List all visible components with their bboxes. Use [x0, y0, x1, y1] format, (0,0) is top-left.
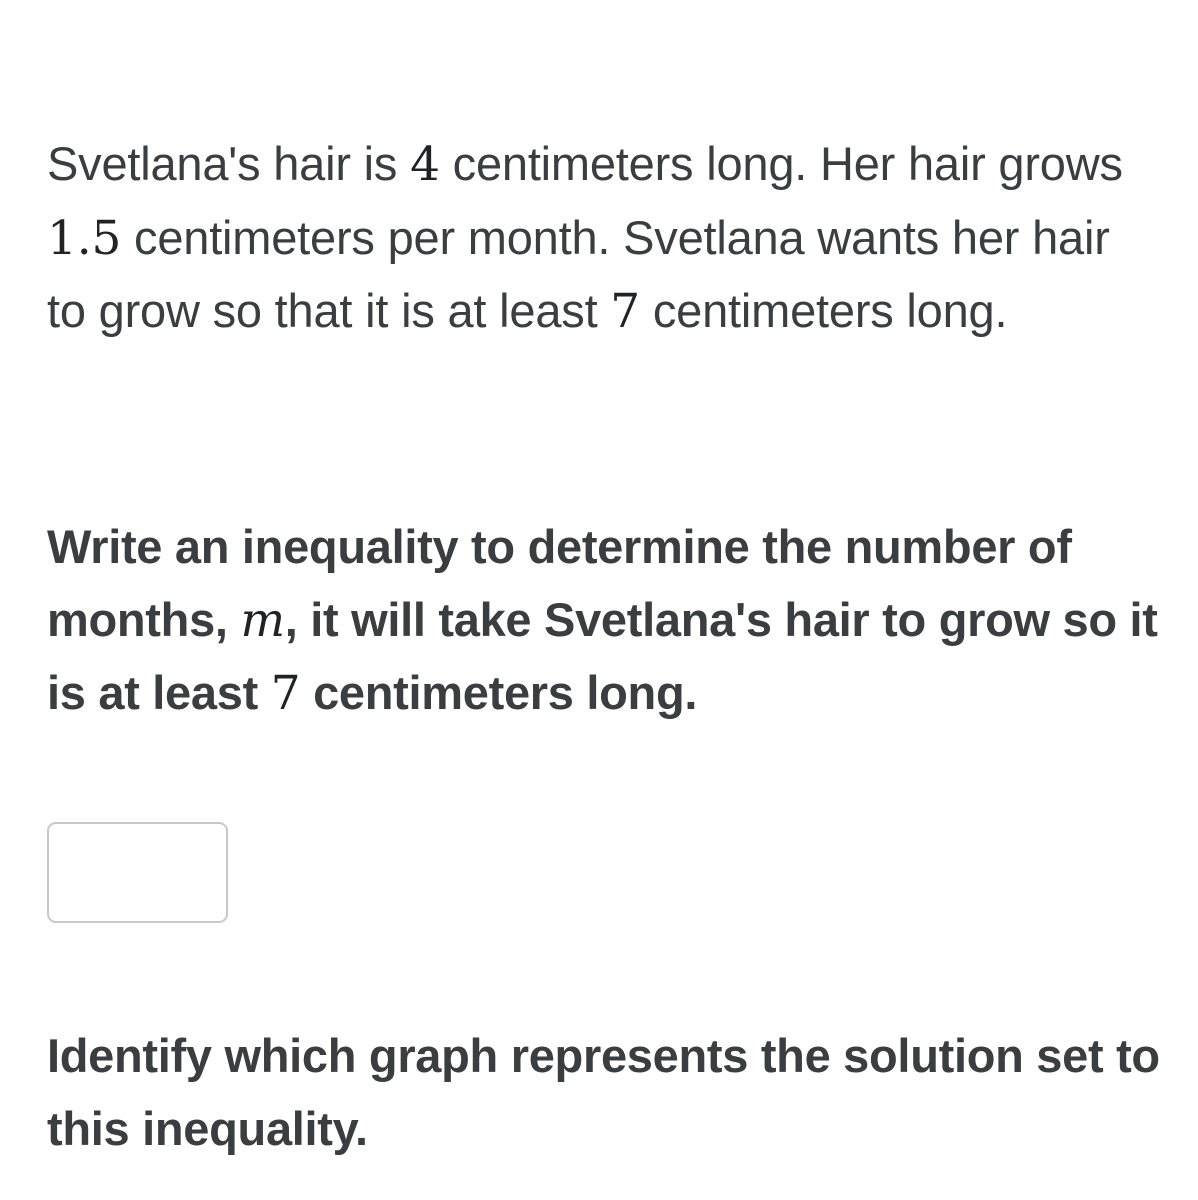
question-text-part: centimeters long.: [300, 666, 698, 719]
inequality-question: [47, 511, 1167, 731]
problem-text-part: centimeters long.: [640, 284, 1008, 337]
math-number: 7: [270, 666, 301, 721]
problem-statement: [47, 128, 1157, 349]
problem-text-part: centimeters per month. Svetlana wants her hair to grow so that it is at least: [47, 210, 1110, 337]
question-text-part: Write an inequality to determine the number of months,: [47, 520, 1072, 646]
question-text-part: , it will take Svetlana's hair to grow so it is at least: [47, 592, 1158, 719]
math-number: 1.5: [47, 210, 122, 266]
problem-text-part: Svetlana's hair is: [47, 137, 411, 190]
math-number: 7: [610, 284, 640, 339]
math-number: 4: [410, 137, 440, 192]
math-variable: m: [240, 592, 285, 648]
graph-question: Identify which graph represents the solution set to this inequality.: [47, 1029, 1160, 1155]
problem-text-part: centimeters long. Her hair grows: [439, 137, 1123, 190]
inequality-answer-input[interactable]: [47, 822, 228, 923]
